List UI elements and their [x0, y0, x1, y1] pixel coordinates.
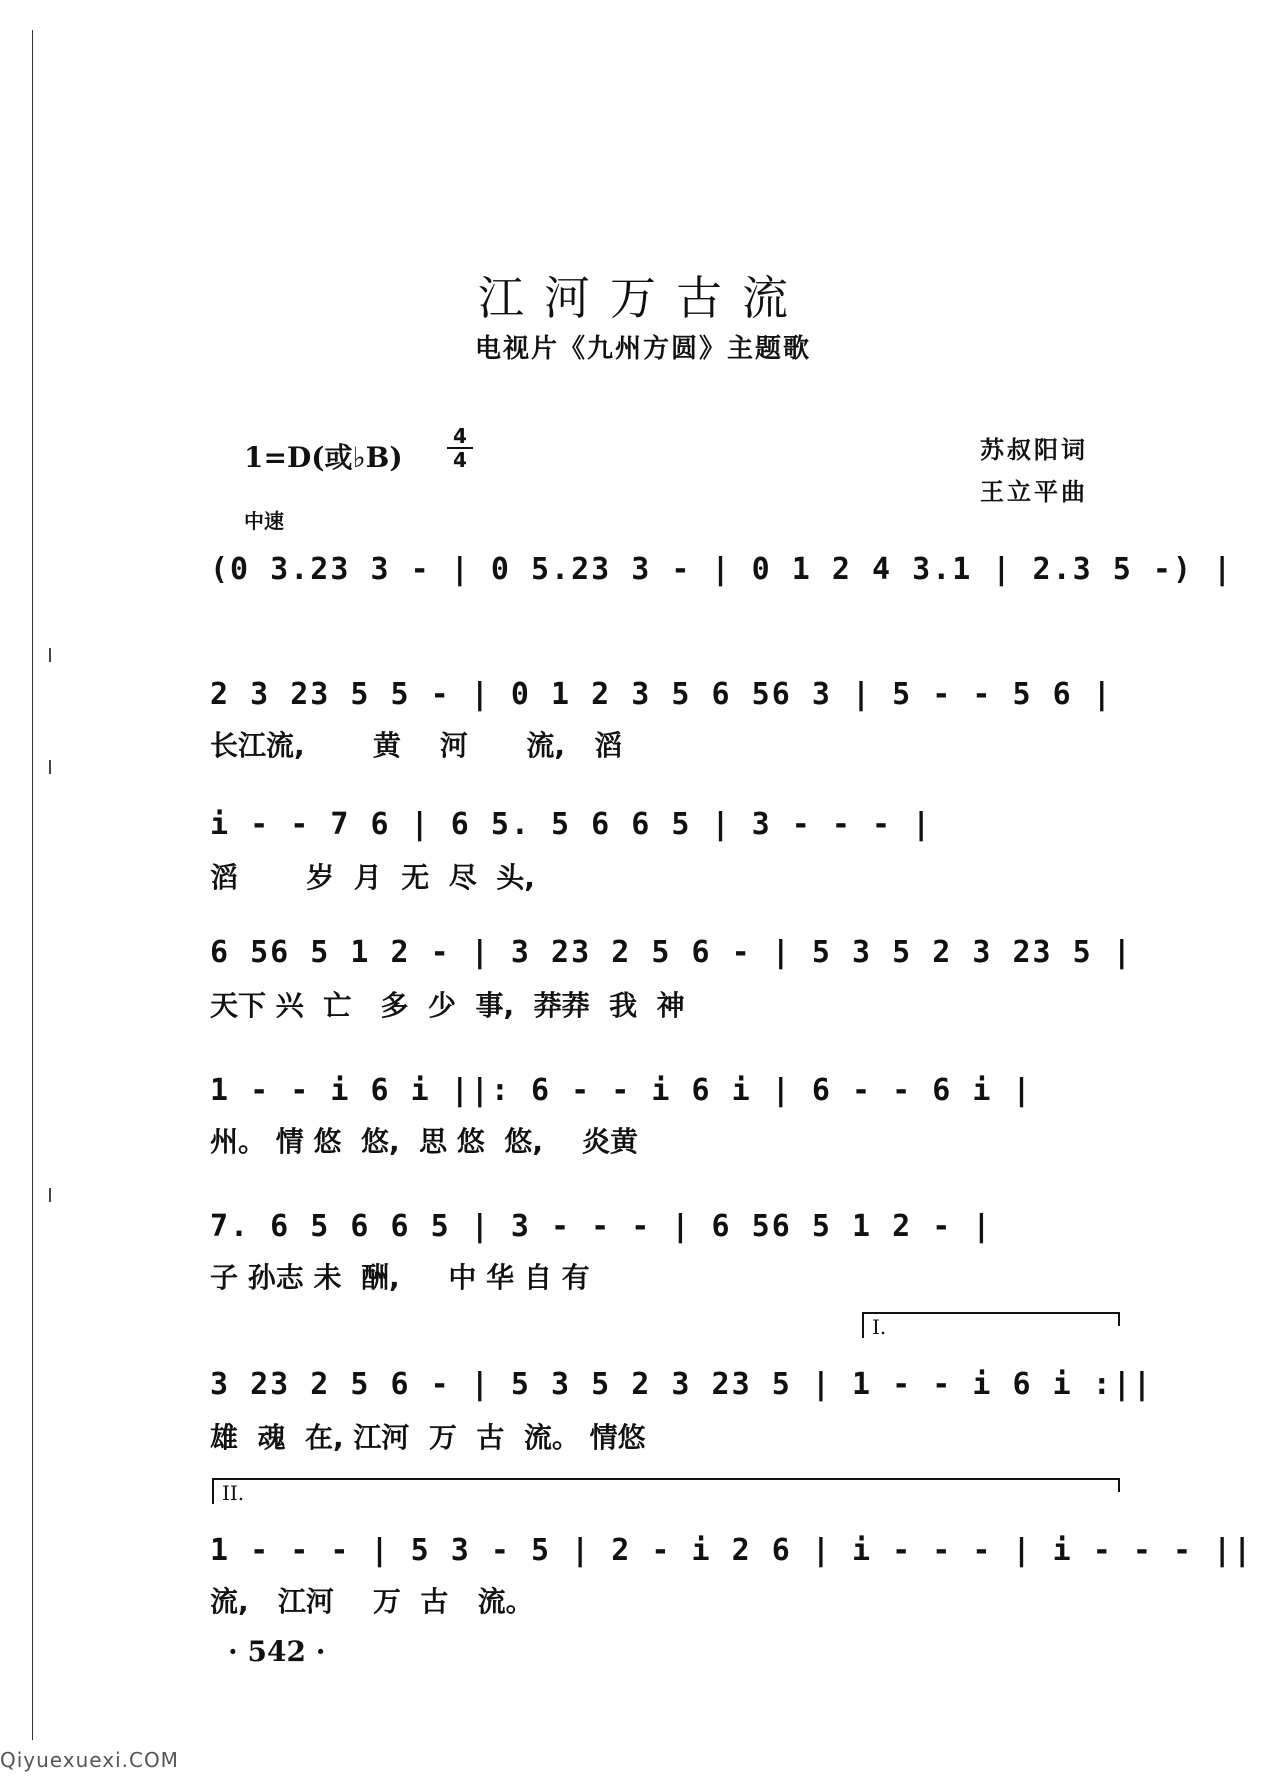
composer-credit: 王立平曲 — [980, 477, 1088, 506]
system-2-lyrics: 滔 岁 月 无 尽 头, — [210, 861, 535, 894]
system-1-lyrics: 长江流, 黄 河 流, 滔 — [210, 729, 623, 762]
margin-tick — [49, 760, 51, 774]
margin-tick — [49, 648, 51, 662]
system-2-notes: i - - 7 6 | 6 5. 5 6 6 5 | 3 - - - | — [210, 807, 933, 842]
system-3-lyrics: 天下 兴 亡 多 少 事, 莽莽 我 神 — [210, 989, 685, 1022]
page-number: · 542 · — [228, 1635, 326, 1668]
second-ending-bracket: II. — [212, 1478, 1120, 1504]
system-5-notes: 7. 6 5 6 6 5 | 3 - - - | 6 56 5 1 2 - | — [210, 1209, 993, 1244]
song-subtitle: 电视片《九州方圆》主题歌 — [474, 334, 811, 364]
system-4-lyrics: 州。 情 悠 悠, 思 悠 悠, 炎黄 — [210, 1125, 638, 1158]
site-watermark: Qiyuexuexi.COM — [0, 1748, 179, 1772]
system-6-notes: 3 23 2 5 6 - | 5 3 5 2 3 23 5 | 1 - - i 6 i :|| — [210, 1367, 1153, 1402]
system-7-notes: 1 - - - | 5 3 - 5 | 2 - i 2 6 | i - - - | i - - - || — [210, 1533, 1254, 1568]
margin-tick — [49, 1188, 51, 1202]
time-denominator: 4 — [453, 448, 467, 472]
key-signature: 1=D(或♭B) — [244, 441, 403, 474]
tempo-marking: 中速 — [244, 509, 284, 533]
first-ending-bracket: I. — [862, 1312, 1120, 1338]
song-title: 江河万古流 — [478, 271, 808, 325]
intro-notes: (0 3.23 3 - | 0 5.23 3 - | 0 1 2 4 3.1 | 2.3 5 -) | — [210, 552, 1234, 587]
second-ending-bracket-end — [1118, 1478, 1120, 1492]
time-numerator: 4 — [453, 424, 467, 448]
system-6-lyrics: 雄 魂 在, 江河 万 古 流。 情悠 — [210, 1421, 646, 1454]
system-1-notes: 2 3 23 5 5 - | 0 1 2 3 5 6 56 3 | 5 - - 5 6 | — [210, 677, 1113, 712]
lyricist-credit: 苏叔阳词 — [980, 435, 1088, 464]
time-signature — [447, 426, 473, 470]
system-5-lyrics: 子 孙志 未 酬, 中 华 自 有 — [210, 1261, 590, 1294]
system-3-notes: 6 56 5 1 2 - | 3 23 2 5 6 - | 5 3 5 2 3 23 5 | — [210, 935, 1133, 970]
system-7-lyrics: 流, 江河 万 古 流。 — [210, 1585, 534, 1618]
first-ending-bracket-end — [1118, 1312, 1120, 1326]
system-4-notes: 1 - - i 6 i ||: 6 - - i 6 i | 6 - - 6 i | — [210, 1073, 1033, 1108]
